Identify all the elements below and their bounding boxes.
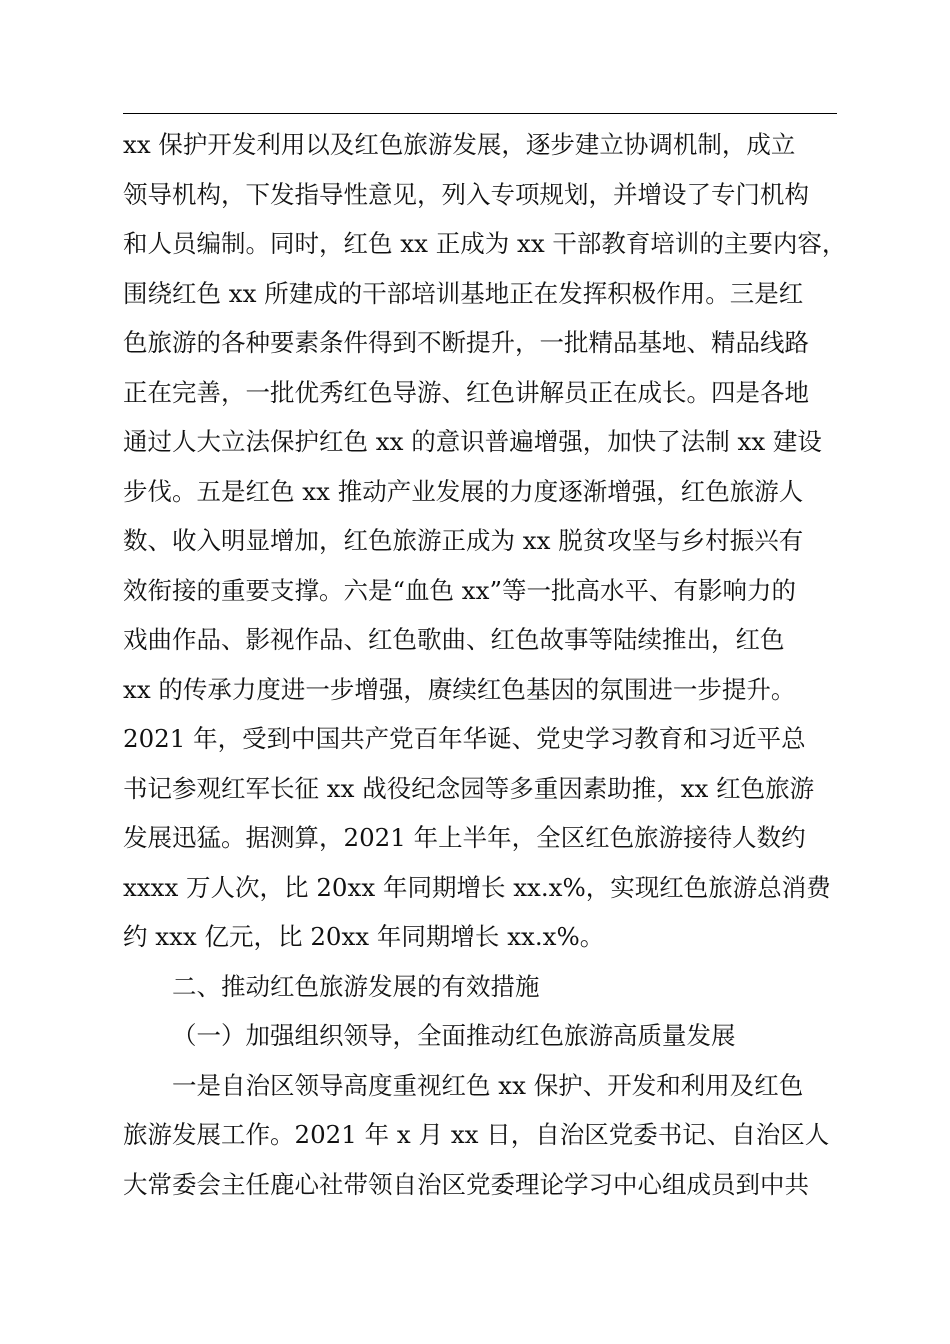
text-line: 围绕红色 xx 所建成的干部培训基地正在发挥积极作用。三是红 bbox=[123, 278, 804, 308]
section-heading: 二、推动红色旅游发展的有效措施 bbox=[172, 971, 540, 1001]
text-line: 戏曲作品、影视作品、红色歌曲、红色故事等陆续推出，红色 bbox=[123, 625, 785, 654]
text-line: 数、收入明显增加，红色旅游正成为 xx 脱贫攻坚与乡村振兴有 bbox=[123, 526, 804, 555]
subsection-heading: （一）加强组织领导，全面推动红色旅游高质量发展 bbox=[172, 1021, 736, 1050]
text-line: xxxx 万人次，比 20xx 年同期增长 xx.x%，实现红色旅游总消费 bbox=[123, 872, 831, 902]
text-line: xx 保护开发利用以及红色旅游发展，逐步建立协调机制，成立 bbox=[123, 130, 796, 159]
text-line: 旅游发展工作。2021 年 x 月 xx 日，自治区党委书记、自治区人 bbox=[123, 1120, 830, 1149]
text-line: 和人员编制。同时，红色 xx 正成为 xx 干部教育培训的主要内容， bbox=[123, 229, 847, 258]
text-line: 书记参观红军长征 xx 战役纪念园等多重因素助推，xx 红色旅游 bbox=[123, 773, 815, 803]
text-line: 步伐。五是红色 xx 推动产业发展的力度逐渐增强，红色旅游人 bbox=[123, 476, 804, 506]
text-line: 效衔接的重要支撑。六是“血色 xx”等一批高水平、有影响力的 bbox=[123, 575, 796, 605]
text-line: 2021 年，受到中国共产党百年华诞、党史学习教育和习近平总 bbox=[123, 724, 806, 753]
text-line: 一是自治区领导高度重视红色 xx 保护、开发和利用及红色 bbox=[172, 1070, 804, 1100]
document-body bbox=[123, 120, 847, 1209]
text-line: 发展迅猛。据测算，2021 年上半年，全区红色旅游接待人数约 bbox=[123, 823, 806, 852]
text-line: 色旅游的各种要素条件得到不断提升，一批精品基地、精品线路 bbox=[123, 328, 809, 357]
text-line: 领导机构，下发指导性意见，列入专项规划，并增设了专门机构 bbox=[123, 179, 809, 209]
text-line: 约 xxx 亿元，比 20xx 年同期增长 xx.x%。 bbox=[123, 922, 605, 951]
header-rule bbox=[123, 113, 837, 114]
text-line: 正在完善，一批优秀红色导游、红色讲解员正在成长。四是各地 bbox=[123, 377, 809, 407]
text-line: 通过人大立法保护红色 xx 的意识普遍增强，加快了法制 xx 建设 bbox=[123, 427, 822, 456]
text-line: xx 的传承力度进一步增强，赓续红色基因的氛围进一步提升。 bbox=[123, 674, 796, 704]
text-line: 大常委会主任鹿心社带领自治区党委理论学习中心组成员到中共 bbox=[123, 1169, 809, 1199]
